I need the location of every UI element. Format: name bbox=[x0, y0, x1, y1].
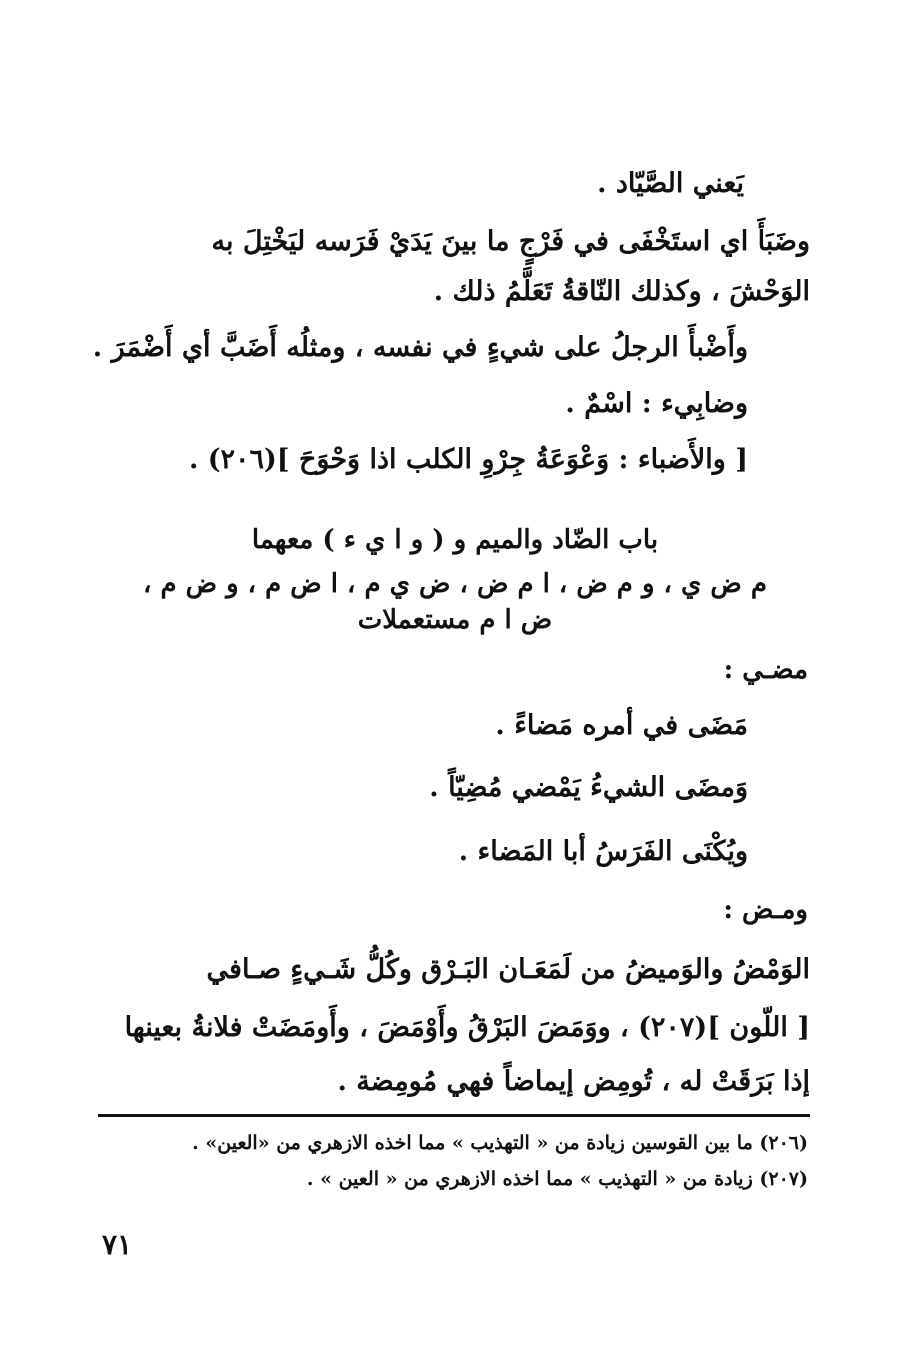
entry1-line-3: ويُكْنَى الفَرَسُ أبا المَضاء . bbox=[458, 836, 748, 867]
entry2-line-1: الوَمْضُ والوَميضُ من لَمَعَـان البَـرْق وكُلُّ شَـيءٍ صـافي bbox=[206, 954, 810, 985]
text-line-5: وضابِيء : اسْمٌ . bbox=[565, 388, 748, 419]
text-line-3: الوَحْشَ ، وكذلك النّاقةُ تَعَلَّمُ ذلك . bbox=[433, 276, 810, 307]
text-line-4: وأَضْبأَ الرجلُ على شيءٍ في نفسه ، ومثلُه أَضَبَّ أي أَضْمَرَ . bbox=[92, 332, 748, 363]
footnote-207: (٢٠٧) زيادة من « التهذيب » مما اخذه الازهري من « العين » . bbox=[306, 1168, 808, 1190]
text-line-2: وضَبَأَ اي استَخْفَى في فَرْجٍ ما بينَ يَدَيْ فَرَسه ليَخْتِلَ به bbox=[211, 226, 810, 257]
footnote-206: (٢٠٦) ما بين القوسين زيادة من « التهذيب » مما اخذه الازهري من «العين» . bbox=[192, 1132, 808, 1154]
text-line-6: [ والأَضباء : وَعْوَعَةُ جِرْوِ الكلب اذا وَحْوَحَ ](٢٠٦) . bbox=[188, 444, 748, 475]
entry2-line-3: إذا بَرَقَتْ له ، تُومِض إيماضاً فهي مُومِضة . bbox=[337, 1066, 810, 1097]
entry1-line-2: وَمضَى الشيءُ يَمْضي مُضِيّاً . bbox=[429, 772, 748, 803]
entry2-line-2: [ اللّون ](٢٠٧) ، ووَمَضَ البَرْقُ وأَوْمَضَ ، وأَومَضَتْ فلانةُ بعينها bbox=[124, 1012, 810, 1043]
roots-line-1: م ض ي ، و م ض ، ا م ض ، ض ي م ، ا ض م ، و ض م ، bbox=[143, 569, 767, 599]
entry-heading-mady: مضـي : bbox=[723, 655, 808, 685]
text-line-1: يَعني الصَّيّاد . bbox=[597, 168, 744, 199]
roots-line-2: ض ا م مستعملات bbox=[357, 605, 553, 635]
page-number: ٧١ bbox=[102, 1228, 133, 1261]
entry-heading-wamd: ومـض : bbox=[723, 895, 808, 925]
entry1-line-1: مَضَى في أمره مَضاءً . bbox=[495, 710, 748, 741]
section-title: باب الضّاد والميم و ( و ا ي ء ) معهما bbox=[251, 525, 659, 555]
footnote-divider bbox=[98, 1114, 810, 1117]
